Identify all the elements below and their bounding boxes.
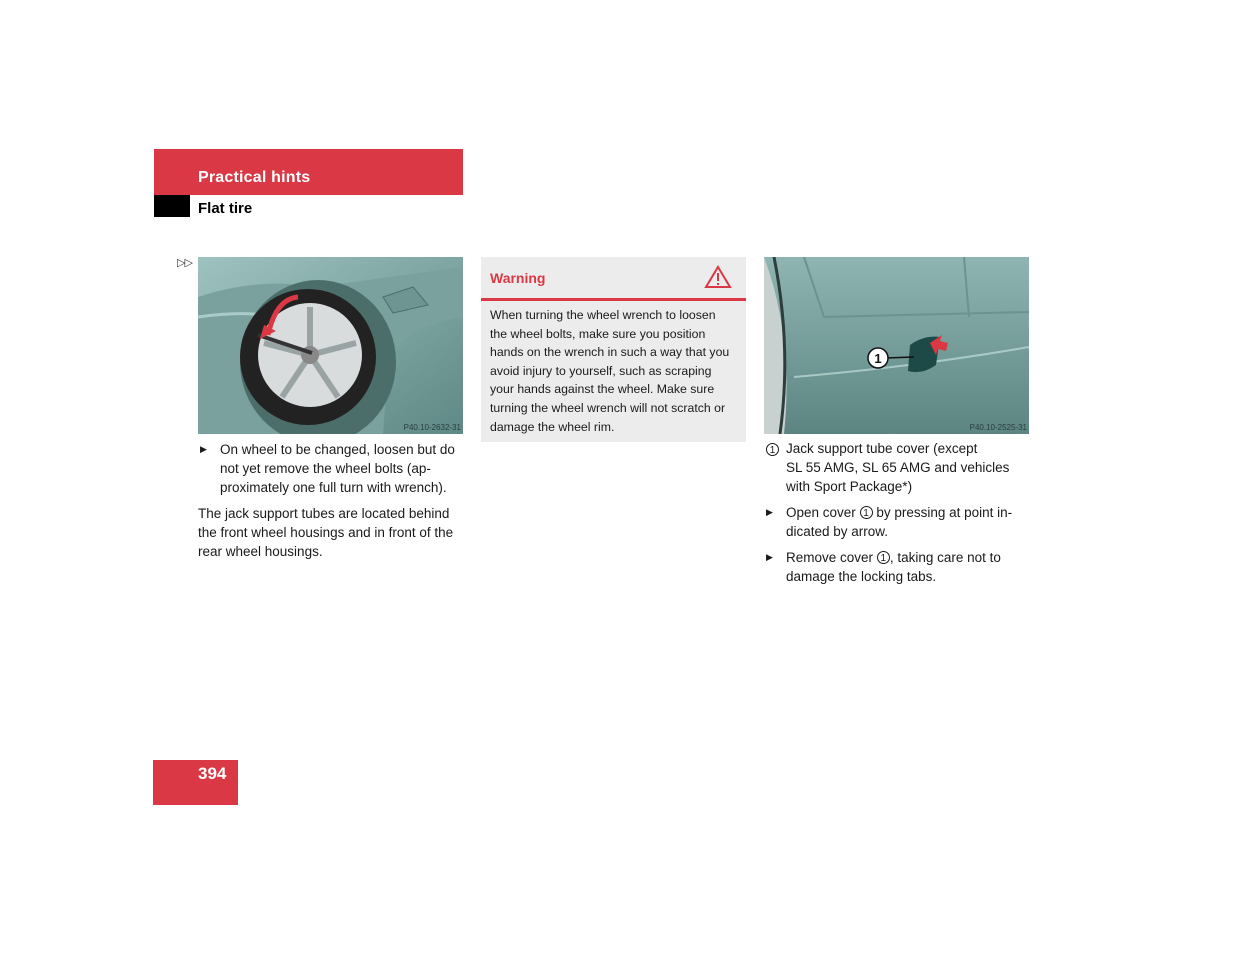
page-number: 394 xyxy=(198,764,227,783)
warning-line: damage the wheel rim. xyxy=(490,419,615,434)
step-remove-cover xyxy=(786,548,1031,586)
step-open-cover xyxy=(786,503,1031,541)
section-title: Practical hints xyxy=(198,169,311,186)
step-line: On wheel to be changed, loosen but do xyxy=(220,442,455,457)
legend-line: Jack support tube cover (except xyxy=(786,441,978,456)
step-line: not yet remove the wheel bolts (ap- xyxy=(220,461,431,476)
step-text: Remove cover xyxy=(786,550,874,565)
wheel-wrench-illustration xyxy=(198,257,463,434)
paragraph-line: rear wheel housings. xyxy=(198,544,323,559)
bullet-arrow-icon: ▶ xyxy=(200,444,207,454)
warning-line: When turning the wheel wrench to loosen xyxy=(490,308,716,322)
warning-line: the wheel bolts, make sure you position xyxy=(490,326,706,341)
jack-cover-illustration xyxy=(764,257,1029,434)
warning-line: your hands against the wheel. Make sure xyxy=(490,382,715,397)
warning-title: Warning xyxy=(490,270,546,286)
paragraph-line: The jack support tubes are located behind xyxy=(198,506,450,521)
subsection-title: Flat tire xyxy=(198,200,253,217)
subsection-marker xyxy=(154,195,190,217)
wheel-wrench-photo xyxy=(198,257,463,434)
warning-line: turning the wheel wrench will not scratch or xyxy=(490,400,726,415)
warning-divider xyxy=(481,298,746,301)
warning-line: avoid injury to yourself, such as scraping xyxy=(490,363,712,378)
legend-jack-cover xyxy=(786,439,1031,496)
callout-number: 1 xyxy=(874,351,882,366)
warning-triangle-icon xyxy=(704,265,732,289)
jack-cover-photo xyxy=(764,257,1029,434)
step-text: , taking care not to xyxy=(889,550,1001,565)
callout-circle: 1 xyxy=(860,506,873,519)
paragraph-line: the front wheel housings and in front of the xyxy=(198,525,454,540)
photo-code: P40.10-2525-31 xyxy=(969,423,1027,432)
step-line: proximately one full turn with wrench). xyxy=(220,480,447,495)
step-text: by pressing at point in- xyxy=(876,505,1013,520)
callout-circle: 1 xyxy=(877,551,890,564)
photo-code: P40.10-2632-31 xyxy=(403,423,461,432)
callout-circle: 1 xyxy=(766,443,779,456)
step-text: Open cover xyxy=(786,505,856,520)
warning-body xyxy=(490,306,740,436)
bullet-arrow-icon: ▶ xyxy=(766,507,773,517)
legend-line: with Sport Package*) xyxy=(786,479,913,494)
jack-tubes-paragraph xyxy=(198,504,466,561)
legend-line: SL 55 AMG, SL 65 AMG and vehicles xyxy=(786,460,1010,475)
step-loosen-bolts xyxy=(220,440,465,497)
step-text: damage the locking tabs. xyxy=(786,569,937,584)
continued-marker: ▷▷ xyxy=(177,257,192,269)
bullet-arrow-icon: ▶ xyxy=(766,552,773,562)
step-text: dicated by arrow. xyxy=(786,524,889,539)
warning-line: hands on the wrench in such a way that you xyxy=(490,345,730,360)
